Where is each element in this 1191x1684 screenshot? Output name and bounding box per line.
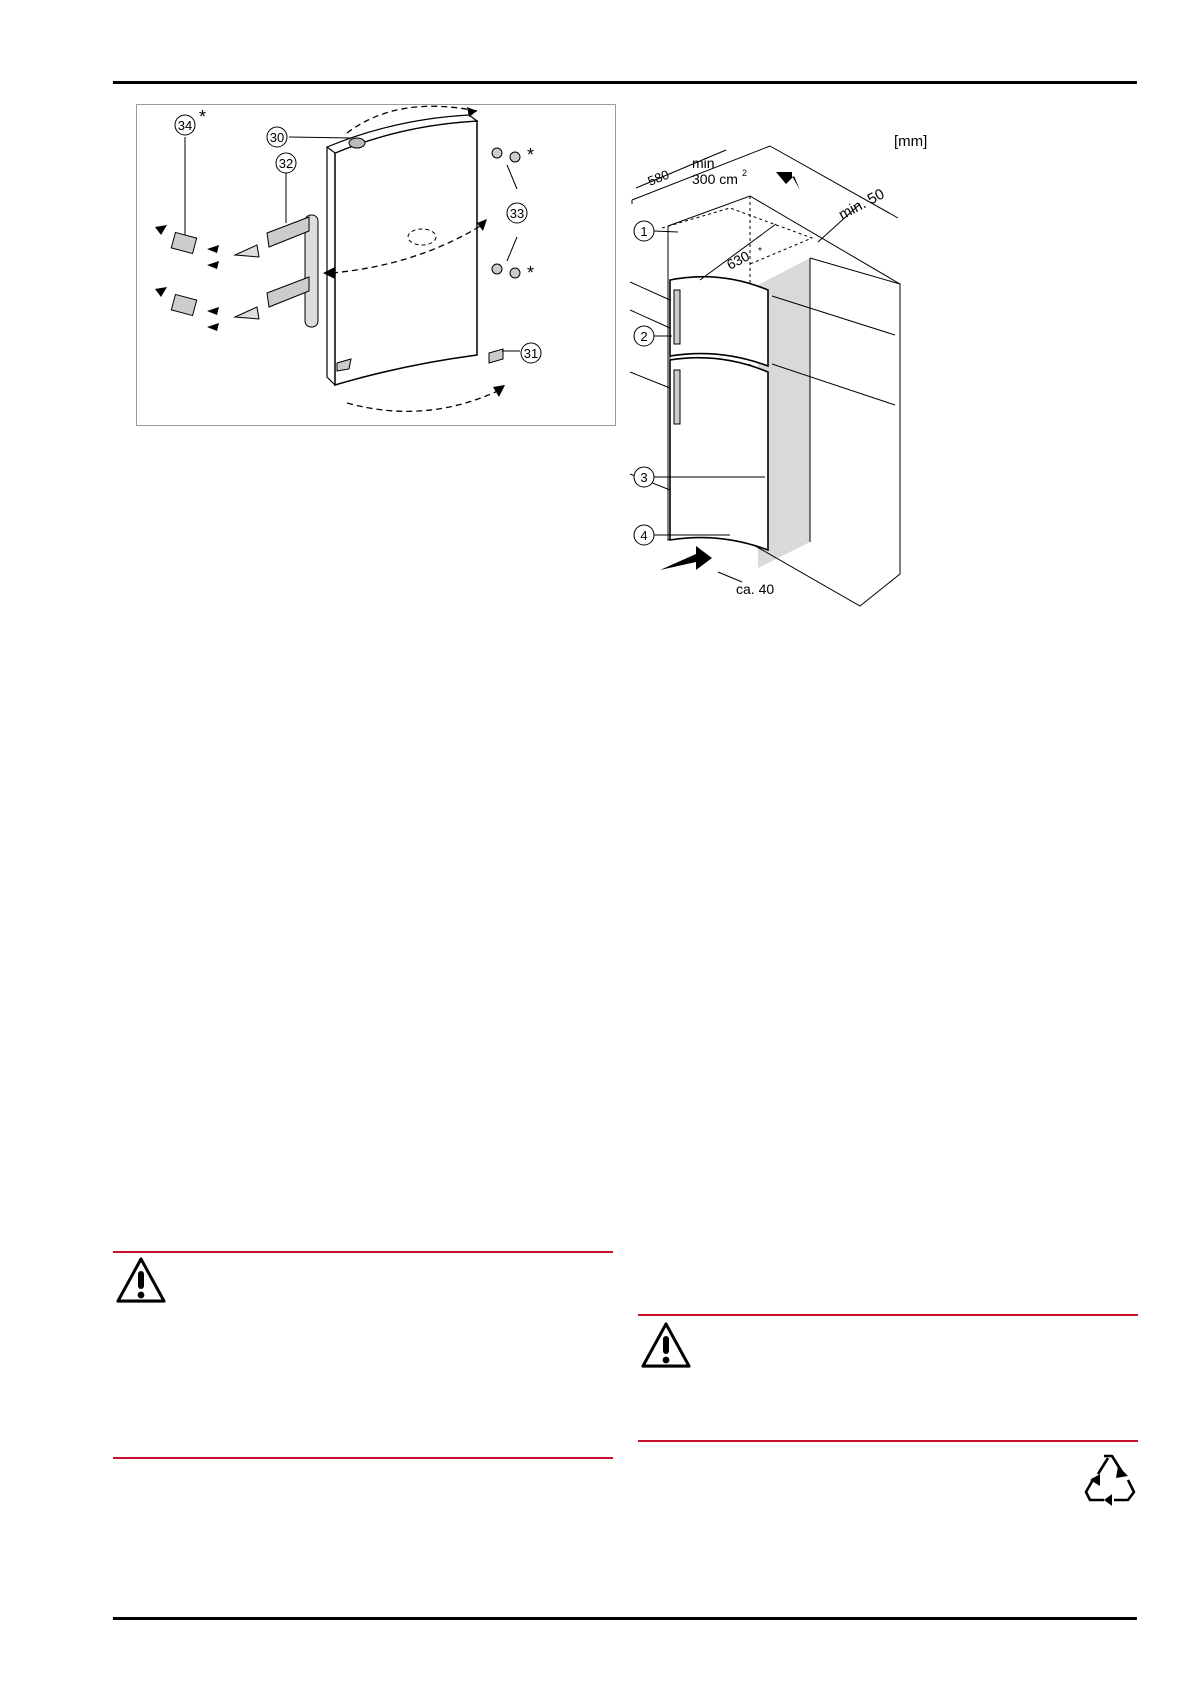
- callout-30: [267, 127, 287, 147]
- callout-2: [634, 326, 654, 346]
- dim-580: 580: [645, 166, 672, 189]
- svg-text:2: 2: [640, 329, 648, 344]
- warning-bottom-rule-left: [113, 1457, 613, 1459]
- warning-triangle-icon: [638, 1318, 694, 1374]
- callout-34: [175, 107, 206, 135]
- dim-630-sup: *: [758, 246, 762, 257]
- callout-4: [634, 525, 654, 545]
- door-reversal-figure: [136, 104, 616, 426]
- header-rule: [113, 81, 1137, 84]
- svg-text:32: 32: [278, 156, 294, 171]
- svg-text:3: 3: [640, 470, 648, 485]
- footer-rule: [113, 1617, 1137, 1620]
- svg-text:4: 4: [640, 528, 648, 543]
- svg-text:34: 34: [177, 118, 193, 133]
- installation-figure: [630, 130, 960, 610]
- dim-min-sup: 2: [742, 168, 748, 178]
- svg-text:31: 31: [523, 346, 539, 361]
- callout-1: [634, 221, 654, 241]
- svg-text:30: 30: [269, 130, 285, 145]
- dim-min-line2: 300 cm: [692, 171, 738, 187]
- warning-triangle-icon: [113, 1253, 169, 1309]
- dim-min-line1: min: [692, 155, 715, 171]
- svg-text:33: 33: [509, 206, 525, 221]
- door-reversal-drawing: [137, 105, 615, 425]
- svg-text:*: *: [199, 107, 207, 127]
- unit-label: [mm]: [894, 133, 928, 150]
- dim-ca-40: ca. 40: [736, 581, 775, 597]
- svg-text:*: *: [527, 263, 535, 283]
- recycle-icon: [1082, 1450, 1140, 1506]
- installation-drawing: [630, 130, 960, 610]
- svg-text:1: 1: [640, 224, 648, 239]
- dim-min-50: min. 50: [835, 185, 888, 224]
- warning-bottom-rule-right: [638, 1440, 1138, 1442]
- callout-3: [634, 467, 654, 487]
- callout-33: [507, 145, 534, 283]
- warning-top-rule-right: [638, 1314, 1138, 1316]
- svg-text:*: *: [527, 145, 535, 165]
- dim-630: 630: [723, 247, 753, 273]
- callout-31: [521, 343, 541, 363]
- callout-32: [276, 153, 296, 173]
- warning-top-rule-left: [113, 1251, 613, 1253]
